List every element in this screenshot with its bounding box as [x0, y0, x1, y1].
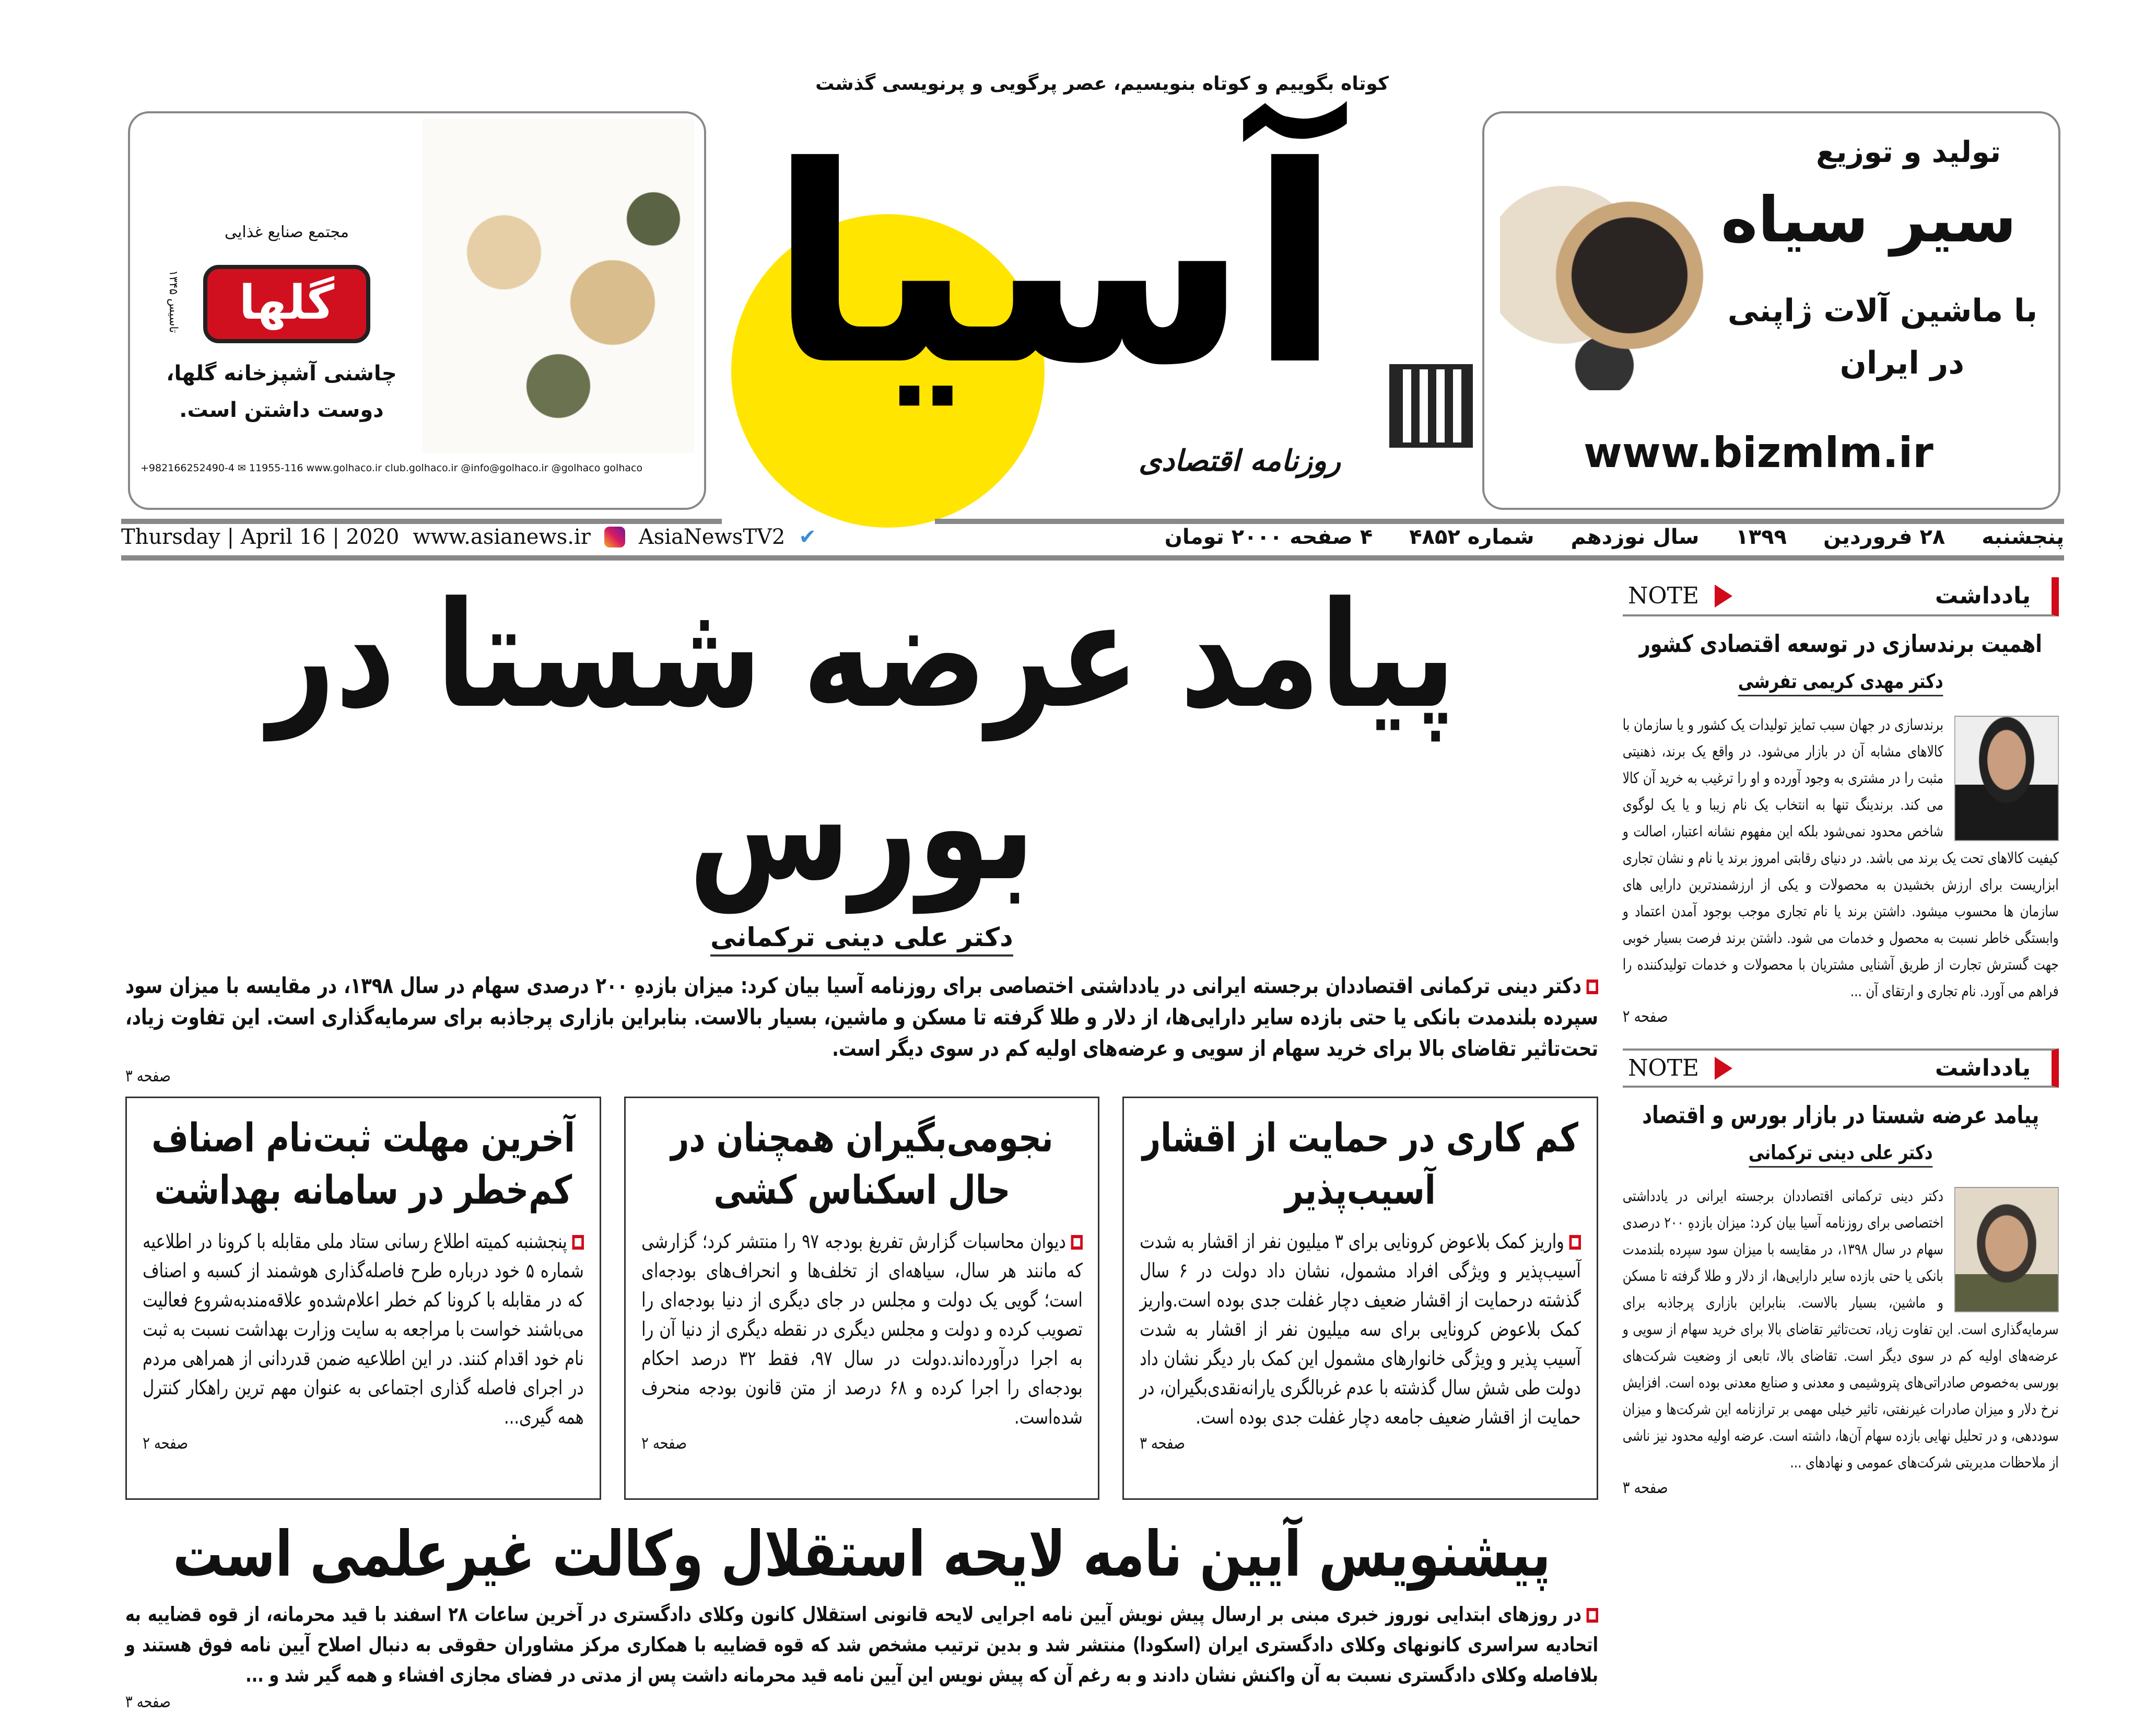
note-page-ref[interactable]: صفحه ۳	[1623, 1477, 1668, 1497]
lead-page-ref[interactable]: صفحه ۳	[125, 1065, 171, 1086]
ad-founded: تاسیس ۱۳۴۵	[167, 270, 180, 333]
note-label-en-wrap	[1628, 1055, 1732, 1081]
story-body: دیوان محاسبات گزارش تفریغ بودجه ۹۷ را منتشر کرد؛ گزارشی که مانند هر سال، سیاهه‌ای از تخلف‌ها و انحراف‌های بودجه‌ای است؛ گویی یک دولت و مجلس در جای دیگری از دنیا بودجه‌ای را تصویب کرده و دولت و مجلس دیگری در نقطه دیگری از دنیا آن را به اجرا درآورده‌اند.دولت در سال ۹۷، فقط ۳۲ درصد احکام بودجه‌ای را اجرا کرده و ۶۸ درصد از متن قانون بودجه منحرف شده‌است.	[641, 1229, 1083, 1428]
note-author-wrap	[1623, 1138, 2059, 1171]
bottom-story-body: در روزهای ابتدایی نوروز خبری مبنی بر ارسال پیش نویش آیین نامه اجرایی لایحه قانونی استقلال کانون وکلای دادگستری در آخرین ساعات ۲۸ اسفند با قید محرمانه، از قوه قضاییه به اتحادیه سراسری کانونهای وکلای دادگستری ایران (اسکودا) منتشر شد و بدین ترتیب مشخص شد که قوه قضاییه با همکاری مرکز مشاوران حقوقی به دنبال اصلاح آیین نامه فوق هستند و بلافاصله وکلای دادگستری نسبت به آن واکنش نشان دادند و به رغم آن که پیش نویس این آیین نامه قید محرمانه داشت پس از مدتی در فضای مجازی افشاء و همه گیر شد و ...	[125, 1602, 1599, 1686]
author-photo	[1954, 716, 2059, 841]
year-fa: ۱۳۹۹	[1736, 525, 1787, 549]
main-byline-wrap	[125, 918, 1598, 963]
note-header	[1623, 1048, 2059, 1088]
story-box-2	[624, 1097, 1100, 1500]
story-body: واریز کمک بلاعوض کرونایی برای ۳ میلیون نفر از اقشار به شدت آسیب‌پذیر و ویژگی افراد مشمول، نشان داد دولت در ۶ سال گذشته درحمایت از اقشار ضعیف دچار غفلت جدی بوده است.واریز کمک بلاعوض کرونایی برای سه میلیون نفر از اقشار به شدت آسیب پذیر و ویژگی خانوارهای مشمول این کمک بار دیگر نشان داد دولت طی شش سال گذشته با عدم غربالگری یارانه‌نقدی‌بگیران، در حمایت از اقشار ضعیف جامعه دچار غفلت جدی بوده است.	[1140, 1229, 1581, 1428]
weekday: پنجشنبه	[1982, 525, 2064, 549]
ad-golha[interactable]	[128, 111, 706, 510]
bottom-page-ref[interactable]: صفحه ۳	[125, 1691, 171, 1711]
ad-contacts: +982166252490-4 ✉ 11955-116 www.golhaco.ir club.golhaco.ir @info@golhaco.ir @golhaco golhaco	[140, 462, 643, 474]
note-label-en: NOTE	[1628, 582, 1700, 609]
note-author-wrap	[1623, 667, 2059, 700]
website-link[interactable]: www.asianews.ir	[413, 525, 591, 549]
instagram-icon	[604, 527, 625, 547]
masthead-logo-subtitle: روزنامه اقتصادی	[1139, 444, 1341, 478]
ad-garlic-image	[1500, 181, 1709, 390]
story-title[interactable]: نجومی‌بگیران همچنان در حال اسکناس کشی	[670, 1114, 1053, 1213]
play-triangle-icon	[1715, 585, 1732, 608]
pages-price: ۴ صفحه ۲۰۰۰ تومان	[1164, 525, 1373, 549]
infobar-bottom-rule	[121, 555, 2064, 561]
note-title[interactable]: پیامد عرضه شستا در بازار بورس و اقتصاد	[1642, 1101, 2040, 1129]
note-page-ref[interactable]: صفحه ۲	[1623, 1006, 1668, 1026]
ad-line1: تولید و توزیع	[1816, 135, 2001, 169]
golha-logo-text: گلها	[239, 275, 335, 330]
volume: سال نوزدهم	[1571, 525, 1700, 549]
golha-logo	[203, 265, 370, 343]
main-lead	[125, 970, 1598, 1087]
author-photo	[1954, 1187, 2059, 1312]
story-page-ref[interactable]: صفحه ۲	[641, 1432, 687, 1453]
main-byline: دکتر علی دینی ترکمانی	[710, 922, 1013, 957]
note-label-en-wrap	[1628, 582, 1732, 609]
note-body-wrap	[1623, 712, 2059, 1028]
issue-info-bar	[121, 525, 2064, 554]
story-box-3	[125, 1097, 601, 1500]
story-page-ref[interactable]: صفحه ۲	[142, 1432, 188, 1453]
qr-code-icon	[1389, 364, 1473, 448]
ad-slogan-line2: دوست داشتن است.	[179, 398, 384, 422]
ad-black-garlic[interactable]	[1482, 111, 2060, 510]
infobar-top-rule-right	[935, 519, 2064, 524]
play-triangle-icon	[1715, 1057, 1732, 1080]
note-title[interactable]: اهمیت برندسازی در توسعه اقتصادی کشور	[1639, 630, 2043, 658]
ad-slogan-line1: چاشنی آشپزخانه گلها،	[166, 362, 397, 386]
note-author: دکتر مهدی کریمی تفرشی	[1738, 670, 1943, 696]
bullet-square-icon	[1071, 1235, 1082, 1250]
story-boxes-row	[125, 1097, 1598, 1500]
bullet-square-icon	[572, 1235, 583, 1250]
ad-line2: سیر سیاه	[1720, 184, 2017, 257]
social-handle[interactable]: AsiaNewsTV2	[638, 525, 786, 549]
date-en: Thursday | April 16 | 2020	[121, 525, 400, 549]
note-author: دکتر علی دینی ترکمانی	[1749, 1141, 1932, 1168]
note-body: برندسازی در جهان سبب تمایز تولیدات یک کشور و یا سازمان با کالاهای مشابه آن در بازار می‌شود. در واقع یک برند، ذهنیتی مثبت را در مشتری به وجود آورده و او را ترغیب به خرید آن کالا می کند. برندینگ تنها به انتخاب یک نام زیبا و یا یک لوگوی شاخص محدود نمی‌شود بلکه این مفهوم نشانه اعتبار، اصالت و کیفیت کالاهای تحت یک برند می باشد. در دنیای رقابتی امروز برند یا نام و نشان تجاری ابزاریست برای ارزش بخشیدن به محصولات و یکی از ارزشمندترین دارایی های سازمان ها محسوب میشود. داشتن برند یا نام تجاری موجب بوجود آمدن اعتماد و وابستگی خاطر نسبت به محصول و خدمات می شود. داشتن برند فرصت بسیار خوبی جهت گسترش تجارت از طریق آشنایی مشتریان با محصولات و خدمات تولیدکننده را فراهم می آورد. نام تجاری و ارتقای آن ...	[1623, 716, 2059, 1000]
infobar-top-rule	[121, 519, 722, 524]
story-title[interactable]: آخرین مهلت ثبت‌نام اصناف کم‌خطر در سامانه بهداشت	[151, 1114, 575, 1213]
note-body: دکتر دینی ترکمانی اقتصاددان برجسته ایرانی در یادداشتی اختصاصی برای روزنامه آسیا بیان کرد: میزان بازدهِ ۲۰۰ درصدی سهام در سال ۱۳۹۸، در مقایسه با میزان سود سپرده بلندمدت بانکی یا حتی بازده سایر دارایی‌ها، از دلار و طلا گرفته تا مسکن و ماشین، بسیار بالاست. بنابراین بازاری پرجاذبه برای سرمایه‌گذاری است. این تفاوت زیاد، تحت‌تاثیر تقاضای بالا برای خرید سهام از سویی و عرضه‌های اولیه کم در سوی دیگر است. تقاضای بالا، تابعی از وضعیت شرکت‌های بورسی به‌خصوص صادراتی‌های پتروشیمی و معدنی و صنایع معدنی بوده است. افزایش نرخ دلار و میزان صادرات غیرنفتی، تاثیر خیلی مهمی بر ترازنامه این شرکت‌ها و میزان سوددهی، و در تحلیل نهایی بازده سهام آن‌ها، داشته است. عرضه اولیه محدود نیز ناشی از ملاحظات مدیریتی شرکت‌های عمومی و نهادهای ...	[1623, 1187, 2059, 1471]
note-label: یادداشت	[1935, 1055, 2031, 1081]
bullet-square-icon	[1587, 980, 1598, 994]
main-column	[125, 569, 1598, 1713]
bottom-headline[interactable]: پیشنویس آیین نامه لایحه استقلال وکالت غیرعلمی است	[173, 1518, 1551, 1591]
story-page-ref[interactable]: صفحه ۳	[1140, 1432, 1186, 1453]
note-header	[1623, 577, 2059, 616]
note-label: یادداشت	[1935, 582, 2031, 609]
infobar-en	[121, 525, 816, 549]
main-headline[interactable]: پیامد عرضه شستا در بورس	[267, 570, 1456, 914]
bullet-square-icon	[1587, 1608, 1598, 1623]
notes-column	[1623, 577, 2059, 1499]
story-body: پنجشنبه کمیته اطلاع رسانی ستاد ملی مقابله با کرونا در اطلاعیه شماره ۵ خود درباره طرح فاصله‌گذاری هوشمند از کسبه و اصناف که در مقابله با کرونا کم خطر اعلام‌شده‌و علاقه‌مندبه‌شروع فعالیت می‌باشند خواست با مراجعه به سایت وزارت بهداشت نسبت به ثبت نام خود اقدام کنند. در این اطلاعیه ضمن قدردانی از همراهی مردم در اجرای فاصله گذاری اجتماعی به عنوان مهم ترین راهکار کنترل همه گیری...	[142, 1229, 584, 1428]
main-lead-text: دکتر دینی ترکمانی اقتصاددان برجسته ایرانی در یادداشتی اختصاصی برای روزنامه آسیا بیان کرد: میزان بازدهِ ۲۰۰ درصدی سهام در سال ۱۳۹۸، در مقایسه با میزان سود سپرده بلندمدت بانکی یا حتی بازده سایر دارایی‌ها، از دلار و طلا گرفته تا مسکن و ماشین، بسیار بالاست. بنابراین بازاری پرجاذبه برای سرمایه‌گذاری است. این تفاوت زیاد، تحت‌تاثیر تقاضای بالا برای خرید سهام از سویی و عرضه‌های اولیه کم در سوی دیگر است.	[125, 972, 1598, 1061]
ad-company-name: مجتمع صنایع غذایی	[225, 223, 349, 241]
verified-icon: ✔	[799, 525, 816, 549]
story-title[interactable]: کم کاری در حمایت از اقشار آسیب‌پذیر	[1142, 1114, 1579, 1213]
bullet-square-icon	[1569, 1235, 1581, 1250]
masthead-logo-wrap	[742, 108, 1368, 425]
date-fa: ۲۸ فروردین	[1823, 525, 1946, 549]
note-body-wrap	[1623, 1183, 2059, 1499]
note-2	[1623, 1048, 2059, 1499]
story-box-1	[1122, 1097, 1598, 1500]
masthead-logo: آسیا	[768, 108, 1342, 425]
ad-line4: در ایران	[1839, 345, 1964, 381]
ad-line3: با ماشین آلات ژاپنی	[1727, 293, 2037, 329]
note-1	[1623, 577, 2059, 1028]
infobar-fa	[1165, 525, 2064, 549]
ad-url: www.bizmlm.ir	[1584, 428, 1934, 477]
masthead-tagline: کوتاه بگوییم و کوتاه بنویسیم، عصر پرگویی و پرنویسی گذشت	[815, 73, 1389, 95]
issue-number: شماره ۴۸۵۲	[1409, 525, 1534, 549]
ad-spices-image	[423, 119, 694, 453]
note-label-en: NOTE	[1628, 1055, 1700, 1081]
bottom-story	[125, 1599, 1598, 1713]
